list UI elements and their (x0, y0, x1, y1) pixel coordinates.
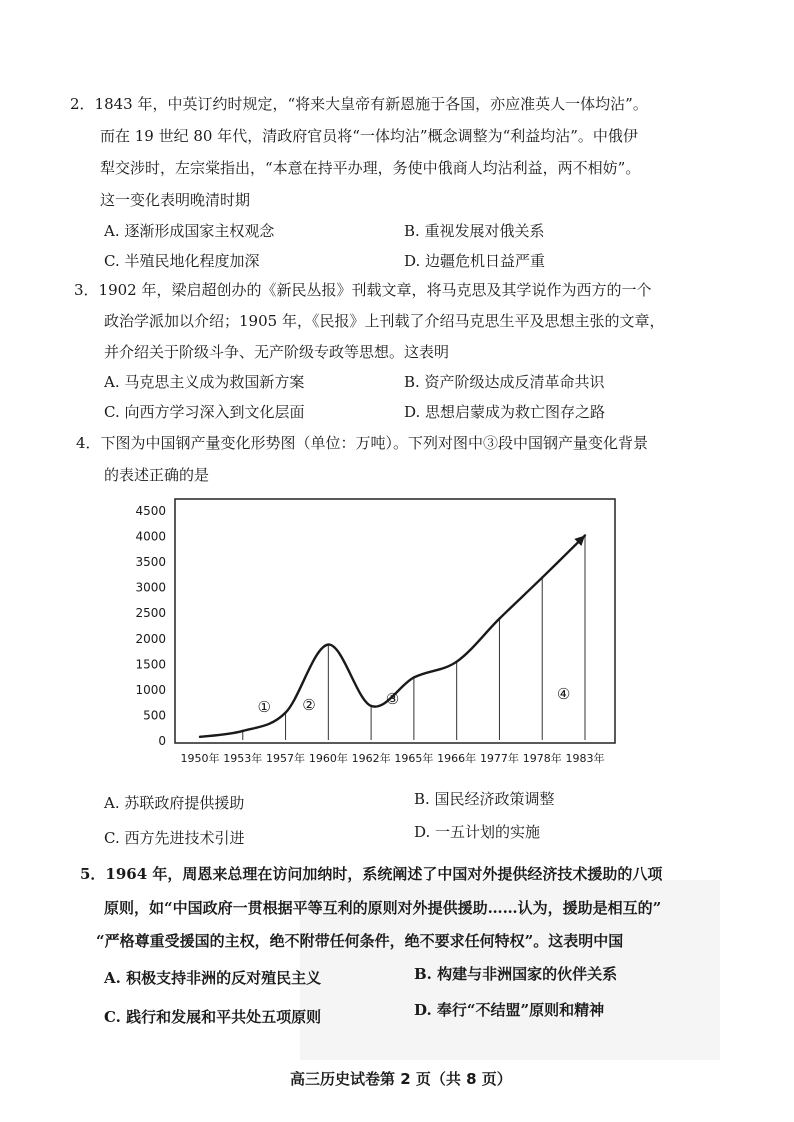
y-tick-label: 4000 (135, 529, 166, 544)
steel-output-chart (120, 496, 620, 776)
data-point (284, 711, 286, 713)
q2-stem-line-4: 这一变化表明晚清时期 (100, 191, 251, 209)
data-point (455, 660, 457, 662)
segment-label: ② (302, 696, 316, 714)
q3-stem-line-2: 政治学派加以介绍；1905 年，《民报》上刊载了介绍马克思生平及思想主张的文章， (104, 312, 665, 330)
q4-option-a[interactable]: A. 苏联政府提供援助 (104, 794, 245, 812)
q3-option-d[interactable]: D. 思想启蒙成为救亡图存之路 (404, 403, 606, 421)
chart-segment-lines (243, 535, 585, 740)
q5-stem-line-3: “严格尊重受援国的主权，绝不附带任何条件，绝不要求任何特权”。这表明中国 (96, 932, 624, 950)
segment-label: ④ (556, 685, 571, 703)
x-tick-label: 1950年 (180, 752, 220, 765)
y-tick-label: 500 (143, 708, 166, 723)
data-point (541, 576, 543, 578)
x-tick-label: 1953年 (223, 752, 263, 765)
q4-option-d[interactable]: D. 一五计划的实施 (414, 823, 541, 841)
q5-option-a[interactable]: A. 积极支持非洲的反对殖民主义 (104, 969, 322, 987)
data-point (327, 643, 329, 645)
x-tick-label: 1960年 (308, 752, 348, 765)
q5-option-c[interactable]: C. 践行和发展和平共处五项原则 (104, 1008, 322, 1026)
q2-option-b[interactable]: B. 重视发展对俄关系 (404, 222, 545, 240)
q4-option-c[interactable]: C. 西方先进技术引进 (104, 829, 245, 847)
x-tick-label: 1962年 (351, 752, 391, 765)
q5-stem-line-2: 原则，如“中国政府一贯根据平等互利的原则对外提供援助……认为，援助是相互的” (104, 899, 662, 917)
segment-label: ① (257, 698, 271, 716)
data-point (199, 736, 201, 738)
y-tick-label: 1500 (135, 657, 166, 672)
x-axis-tick-labels (181, 751, 605, 765)
data-point (584, 534, 586, 536)
y-tick-label: 1000 (135, 682, 166, 697)
y-tick-label: 0 (158, 734, 166, 748)
q4-option-b[interactable]: B. 国民经济政策调整 (414, 790, 555, 808)
q5-stem-line-1: 5．1964 年，周恩来总理在访问加纳时，系统阐述了中国对外提供经济技术援助的八项 (80, 865, 663, 883)
q2-stem-line-3: 犁交涉时，左宗棠指出，“本意在持平办理，务使中俄商人均沾利益，两不相妨”。 (100, 159, 641, 177)
x-tick-label: 1983年 (565, 752, 605, 765)
y-tick-label: 2000 (135, 631, 166, 646)
q5-option-d[interactable]: D. 奉行“不结盟”原则和精神 (414, 1001, 605, 1019)
q5-option-b[interactable]: B. 构建与非洲国家的伙伴关系 (414, 965, 618, 983)
q3-stem-line-3: 并介绍关于阶级斗争、无产阶级专政等思想。这表明 (104, 343, 450, 361)
segment-label: ③ (385, 690, 400, 708)
q4-stem-line-1: 4．下图为中国钢产量变化形势图（单位：万吨）。下列对图中③段中国钢产量变化背景 (76, 434, 649, 452)
q2-option-a[interactable]: A. 逐渐形成国家主权观念 (104, 222, 275, 240)
y-tick-label: 2500 (135, 606, 166, 621)
q3-option-a[interactable]: A. 马克思主义成为救国新方案 (104, 373, 305, 391)
data-point (242, 730, 244, 732)
q2-stem-line-2: 而在 19 世纪 80 年代，清政府官员将“一体均沾”概念调整为“利益均沾”。中俄伊 (100, 127, 638, 145)
page-footer: 高三历史试卷第 2 页（共 8 页） (290, 1070, 512, 1088)
y-tick-label: 3500 (135, 555, 166, 570)
x-tick-label: 1966年 (437, 752, 477, 765)
q2-option-d[interactable]: D. 边疆危机日益严重 (404, 252, 546, 270)
q4-stem-line-2: 的表述正确的是 (104, 466, 210, 484)
y-tick-label: 3000 (135, 580, 166, 595)
y-tick-label: 4500 (135, 504, 166, 518)
data-point (413, 676, 415, 678)
y-axis-tick-labels (135, 504, 166, 748)
q3-stem-line-1: 3．1902 年，梁启超创办的《新民丛报》刊载文章，将马克思及其学说作为西方的一个 (74, 281, 652, 299)
q2-stem-line-1: 2．1843 年，中英订约时规定，“将来大皇帝有新恩施于各国，亦应准英人一体均沾”。 (70, 95, 648, 113)
x-tick-label: 1978年 (522, 752, 562, 765)
data-point (370, 705, 372, 707)
x-tick-label: 1977年 (479, 752, 519, 765)
x-tick-label: 1965年 (394, 752, 434, 765)
data-point (498, 617, 500, 619)
q2-option-c[interactable]: C. 半殖民地化程度加深 (104, 252, 260, 270)
q3-option-c[interactable]: C. 向西方学习深入到文化层面 (104, 403, 305, 421)
x-tick-label: 1957年 (266, 752, 306, 765)
q3-option-b[interactable]: B. 资产阶级达成反清革命共识 (404, 373, 605, 391)
